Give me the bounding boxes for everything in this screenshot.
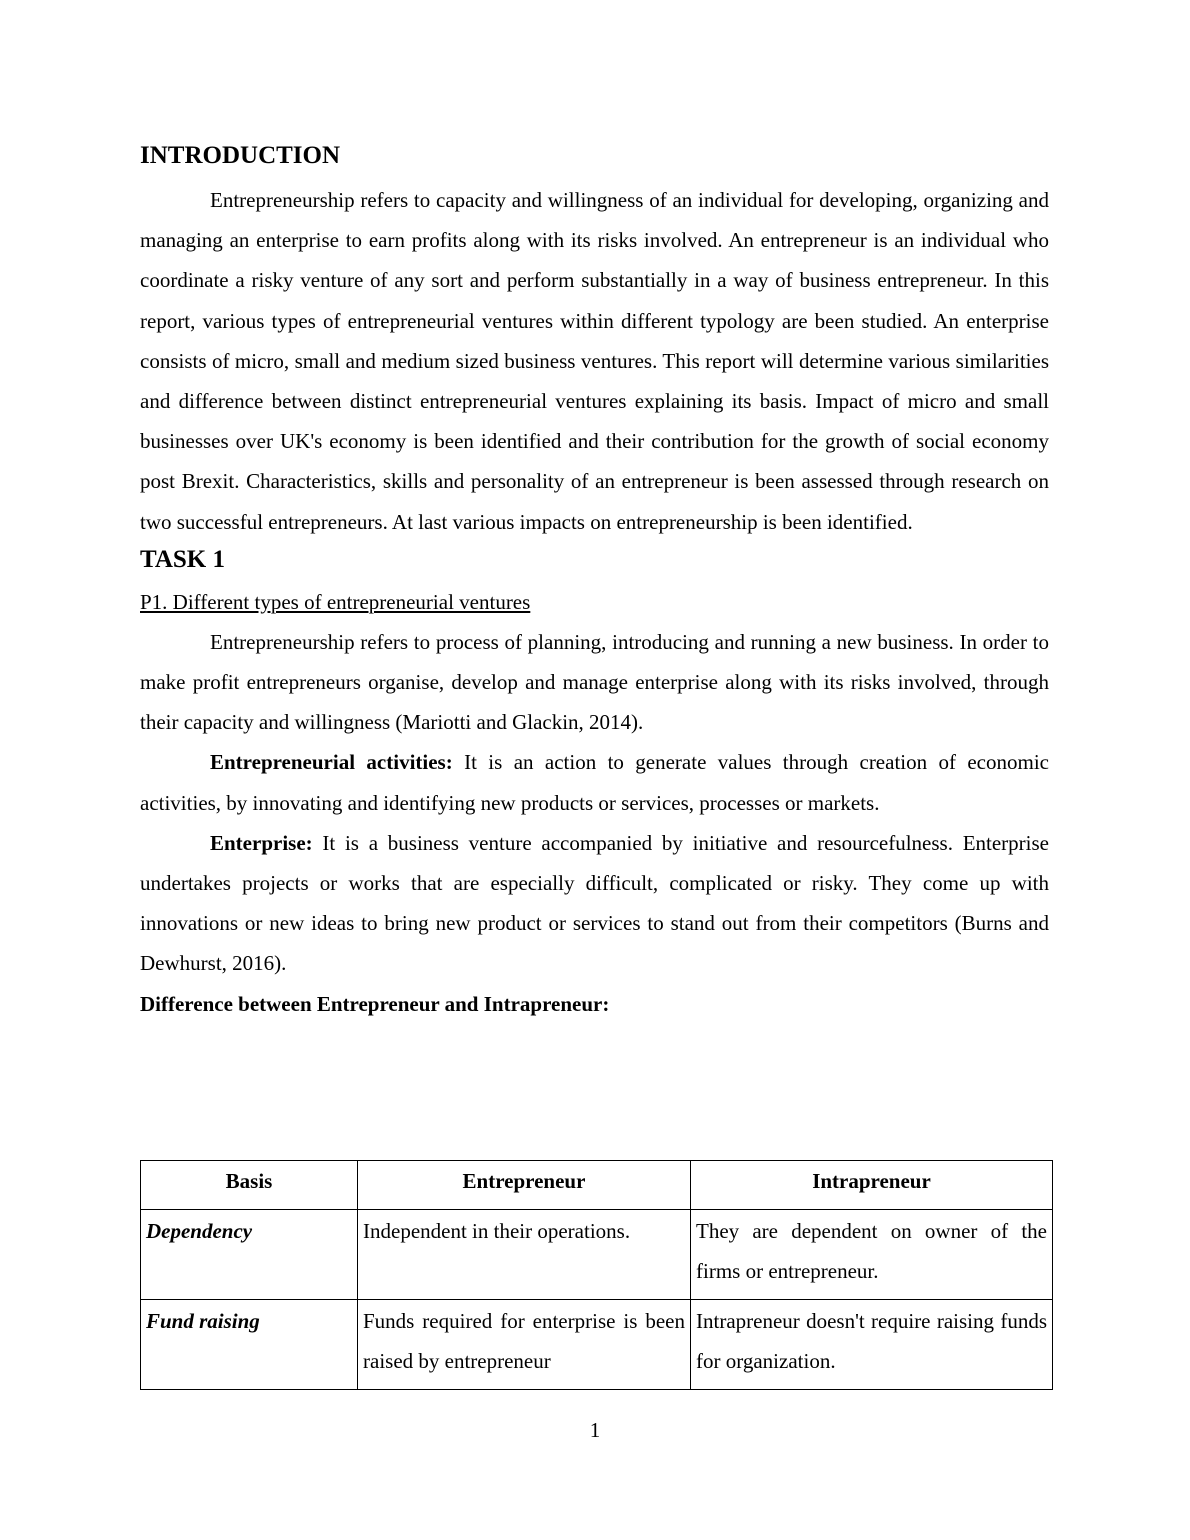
- table-row: [141, 1210, 1053, 1300]
- entrepreneur-cell-text: Funds required for enterprise is been raised by entrepreneur: [363, 1309, 685, 1374]
- page-number: 1: [589, 1418, 601, 1442]
- basis-cell: Dependency: [141, 1210, 358, 1300]
- header-entrepreneur: Entrepreneur: [358, 1161, 691, 1210]
- header-intrapreneur: Intrapreneur: [691, 1161, 1053, 1210]
- enterprise-term: Enterprise:: [210, 830, 313, 855]
- entrepreneurial-activities-paragraph: [140, 742, 1049, 822]
- introduction-heading: INTRODUCTION: [140, 142, 341, 169]
- entrepreneurial-activities-term: Entrepreneurial activities:: [210, 750, 453, 775]
- introduction-paragraph: Entrepreneurship refers to capacity and willingness of an individual for developing, organizing and managing an enterprise to earn profits along with its risks involved. An entrepreneur is an individual who coordinate a risky venture of any sort and perform substantially in a way of business entrepreneur. In this report, various types of entrepreneurial ventures within different typology are been studied. An enterprise consists of micro, small and medium sized business ventures. This report will determine various similarities and difference between distinct entrepreneurial ventures explaining its basis. Impact of micro and small businesses over UK's economy is been identified and their contribution for the growth of social economy post Brexit. Characteristics, skills and personality of an entrepreneur is been assessed through research on two successful entrepreneurs. At last various impacts on entrepreneurship is been identified.: [140, 188, 1049, 534]
- header-basis: Basis: [141, 1161, 358, 1210]
- intrapreneur-cell: Intrapreneur doesn't require raising funds for organization.: [691, 1300, 1053, 1390]
- enterprise-text: It is a business venture accompanied by initiative and resourcefulness. Enterprise undertakes projects or works that are especially difficult, complicated or risky. They come up with innovations or new ideas to bring new product or services to stand out from their competitors (Burns and Dewhurst, 2016).: [140, 830, 1049, 976]
- entrepreneurial-activities-text: It is an action to generate values through creation of economic activities, by innovating and identifying new products or services, processes or markets.: [140, 750, 1049, 815]
- entrepreneurship-paragraph: Entrepreneurship refers to process of planning, introducing and running a new business. In order to make profit entrepreneurs organise, develop and manage enterprise along with its risks involved, through their capacity and willingness (Mariotti and Glackin, 2014).: [140, 629, 1049, 735]
- intrapreneur-cell: They are dependent on owner of the firms or entrepreneur.: [691, 1210, 1053, 1300]
- task1-heading: TASK 1: [140, 545, 225, 573]
- table-title: Difference between Entrepreneur and Intrapreneur:: [140, 991, 610, 1016]
- enterprise-paragraph: [140, 823, 1049, 984]
- table-row: [141, 1300, 1053, 1390]
- basis-cell: Fund raising: [141, 1300, 358, 1390]
- table-header-row: [141, 1161, 1053, 1210]
- entrepreneur-cell: [358, 1300, 691, 1390]
- entrepreneur-cell: Independent in their operations.: [358, 1210, 691, 1300]
- comparison-table: [140, 1160, 1053, 1390]
- document-body: [140, 138, 1049, 1024]
- p1-subheading: P1. Different types of entrepreneurial ventures: [140, 589, 531, 614]
